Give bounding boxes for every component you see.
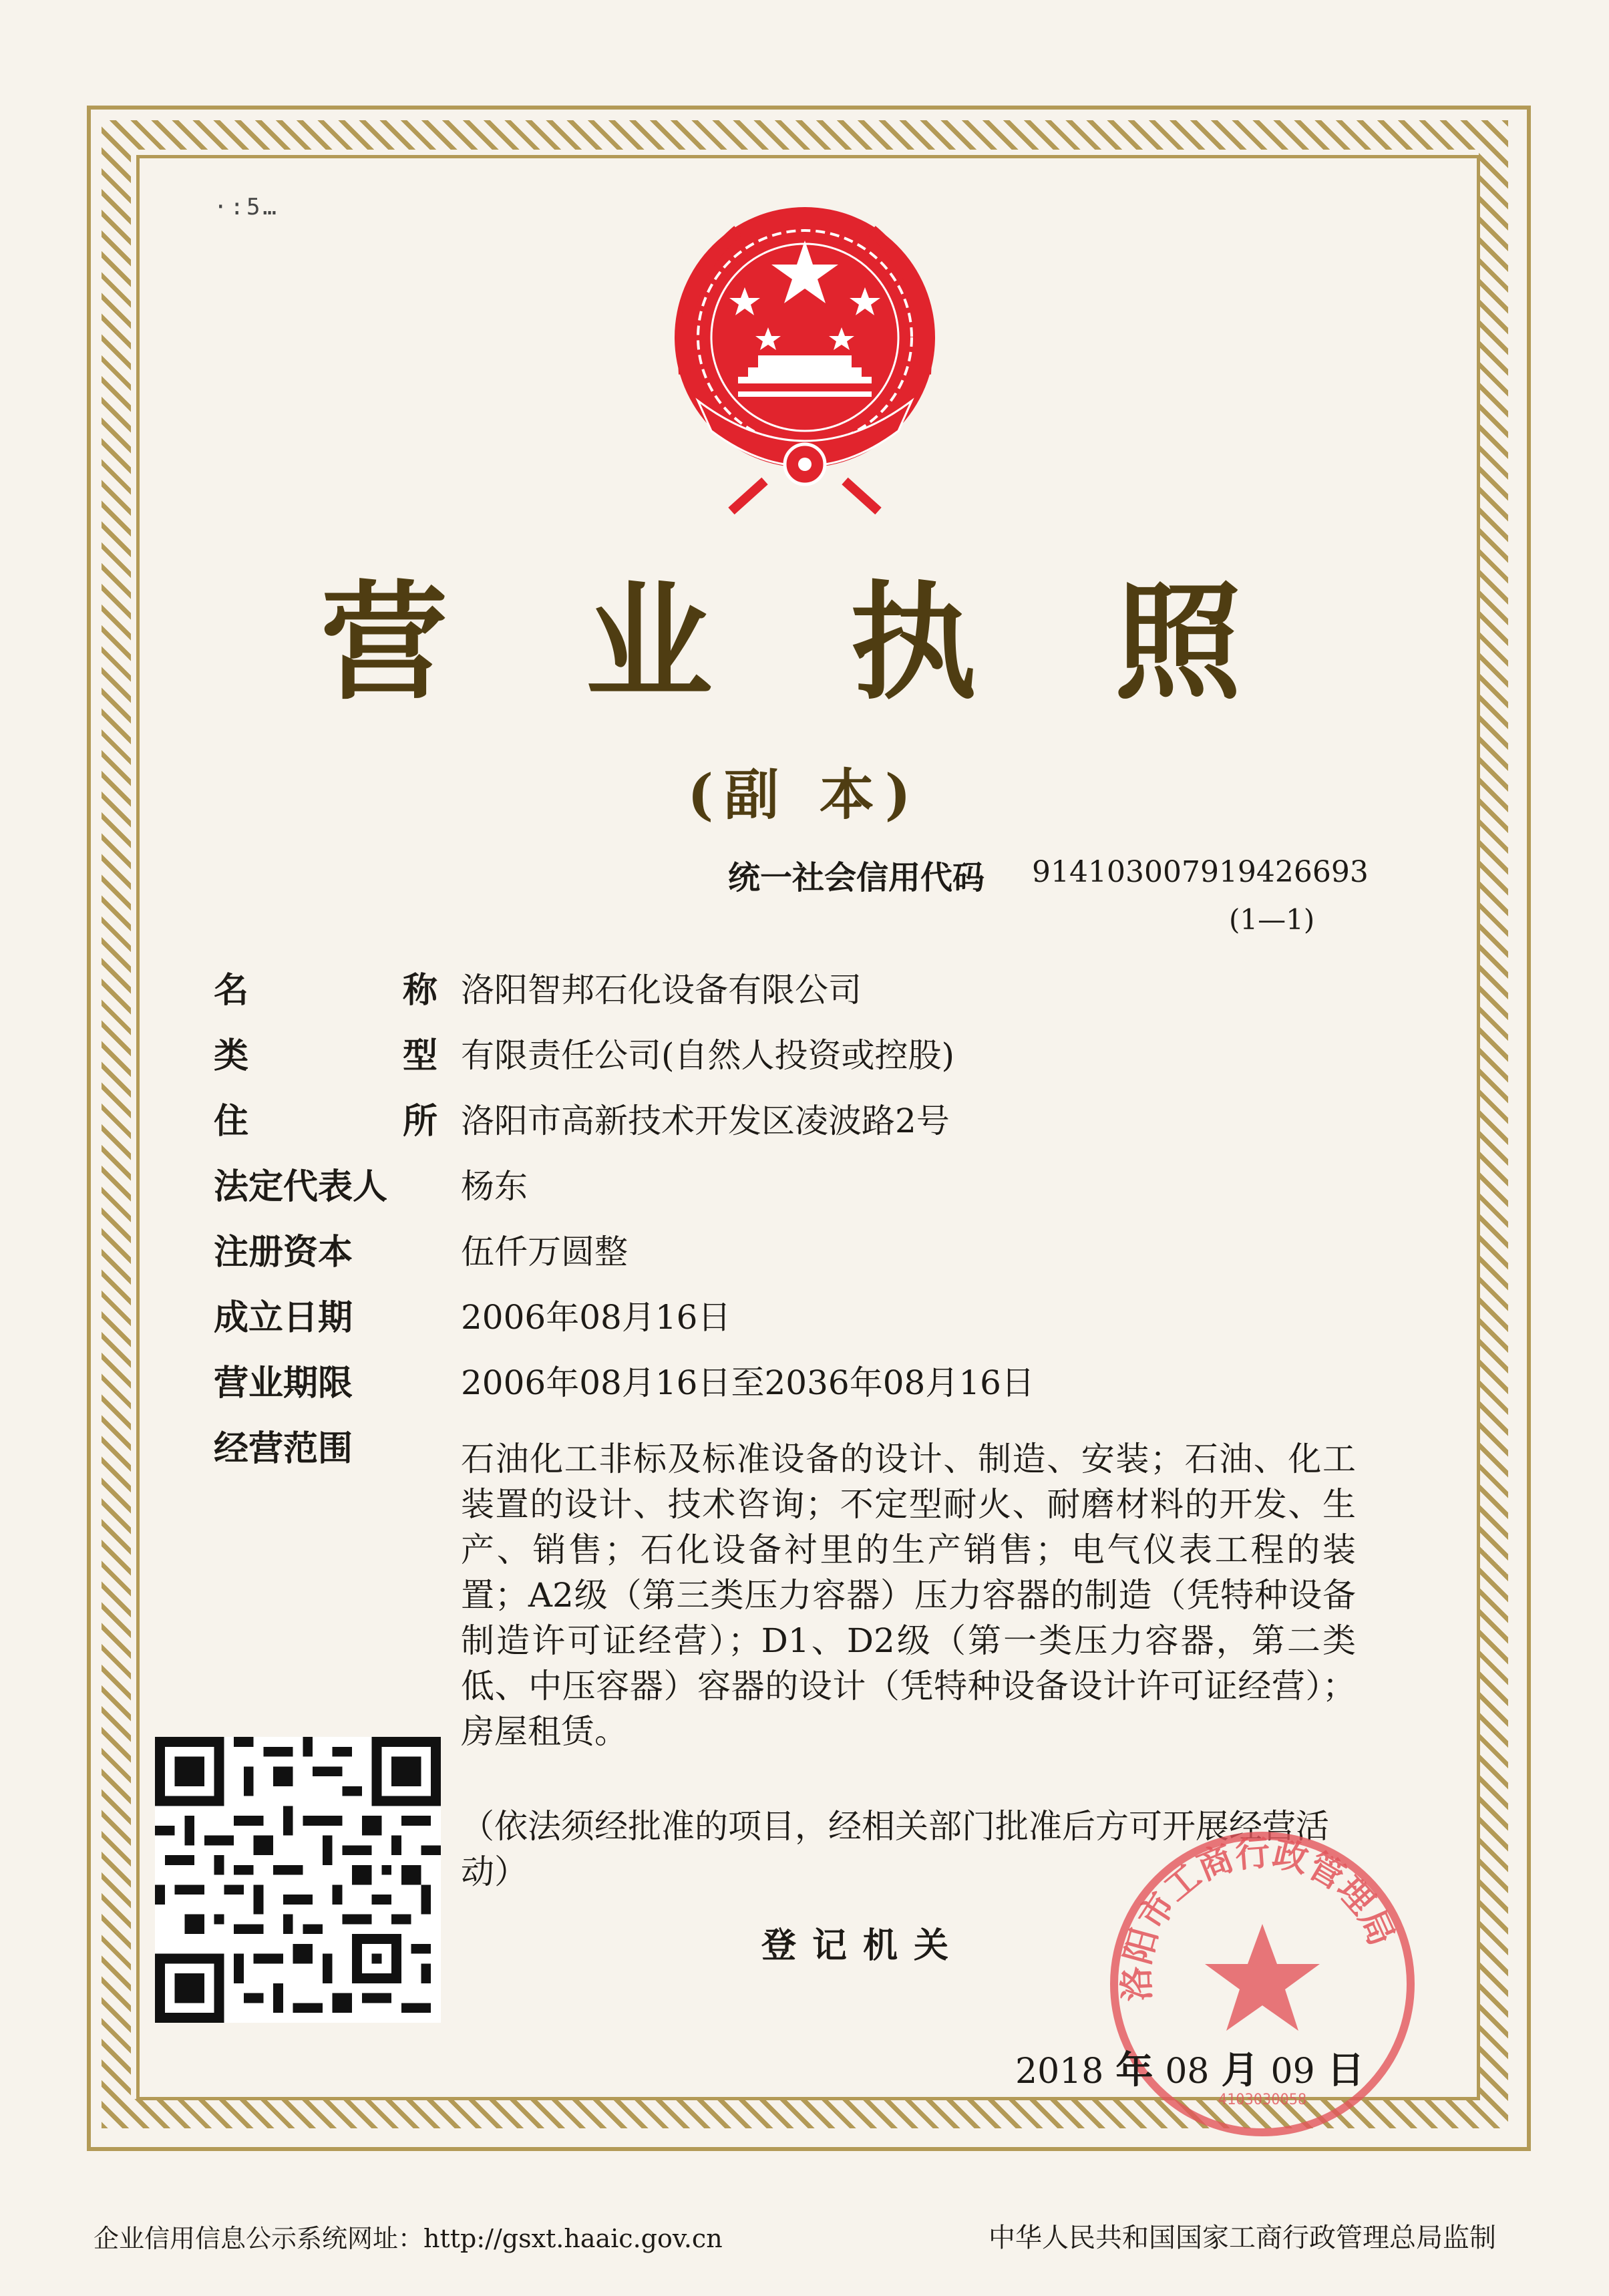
field-label-founded: 成立日期 — [214, 1298, 353, 1338]
field-label-char: 住 — [214, 1102, 249, 1142]
field-label-char: 型 — [402, 1036, 437, 1076]
field-label-legal-rep: 法定代表人 — [214, 1167, 388, 1207]
field-label-address — [214, 1093, 437, 1143]
scope-note: （依法须经批准的项目，经相关部门批准后方可开展经营活动） — [461, 1807, 1329, 1891]
issue-month-unit: 月 — [1221, 2048, 1259, 2092]
field-label-char: 类 — [214, 1036, 249, 1076]
field-label-char: 称 — [402, 971, 437, 1011]
footer-supervisor: 中华人民共和国国家工商行政管理总局监制 — [989, 2223, 1496, 2253]
issue-date — [1015, 2041, 1365, 2094]
field-value-legal-rep: 杨东 — [461, 1167, 528, 1206]
field-label-char: 所 — [402, 1102, 437, 1142]
footer-website-url: http://gsxt.haaic.gov.cn — [423, 2224, 723, 2253]
field-label-capital: 注册资本 — [214, 1233, 353, 1273]
page-code: (1—1) — [1229, 903, 1315, 936]
issue-year-unit: 年 — [1115, 2048, 1153, 2092]
issue-day-unit: 日 — [1326, 2048, 1365, 2092]
field-label-term: 营业期限 — [214, 1363, 353, 1404]
field-value-term: 2006年08月16日至2036年08月16日 — [461, 1363, 1035, 1402]
credit-code-label: 统一社会信用代码 — [728, 859, 985, 896]
scope-text: 石油化工非标及标准设备的设计、制造、安装；石油、化工装置的设计、技术咨询；不定型耐火、耐磨材料的开发、生产、销售；石化设备衬里的生产销售；电气仪表工程的装置；A2级（第三类压力容器）压力容器的制造（凭特种设备制造许可证经营）；D1、D2级（第一类压力容器，第二类低、中压容器）容器的设计（凭特种设备设计许可证经营）；房屋租赁。 — [461, 1440, 1356, 1751]
serial-mark: ·:5… — [214, 194, 279, 220]
issue-month: 08 — [1165, 2052, 1210, 2092]
credit-code-value: 914103007919426693 — [1032, 855, 1369, 889]
document-title: 营 业 执 照 — [321, 568, 1288, 717]
national-emblem-icon — [658, 200, 952, 514]
field-label-type — [214, 1027, 437, 1078]
field-value-capital: 伍仟万圆整 — [461, 1233, 628, 1271]
field-label-name — [214, 962, 437, 1012]
seal-text: 洛阳市工商行政管理局 — [1117, 1833, 1402, 2002]
field-label-char: 名 — [214, 971, 249, 1011]
footer-website-label: 企业信用信息公示系统网址： — [94, 2224, 424, 2253]
seal-number: 4103030058 — [1218, 2092, 1307, 2108]
document-subtitle: (副 本) — [687, 763, 922, 827]
footer-website — [94, 2218, 723, 2255]
field-value-type: 有限责任公司(自然人投资或控股) — [461, 1036, 955, 1075]
registration-authority: 登记机关 — [761, 1926, 965, 1966]
field-value-name: 洛阳智邦石化设备有限公司 — [461, 971, 862, 1009]
official-seal-icon — [1102, 1824, 1423, 2144]
field-value-address: 洛阳市高新技术开发区凌波路2号 — [461, 1102, 950, 1140]
field-label-scope: 经营范围 — [214, 1429, 353, 1469]
issue-day: 09 — [1270, 2052, 1315, 2092]
field-value-founded: 2006年08月16日 — [461, 1298, 731, 1337]
qr-code-icon — [155, 1737, 441, 2023]
issue-year: 2018 — [1015, 2052, 1104, 2092]
